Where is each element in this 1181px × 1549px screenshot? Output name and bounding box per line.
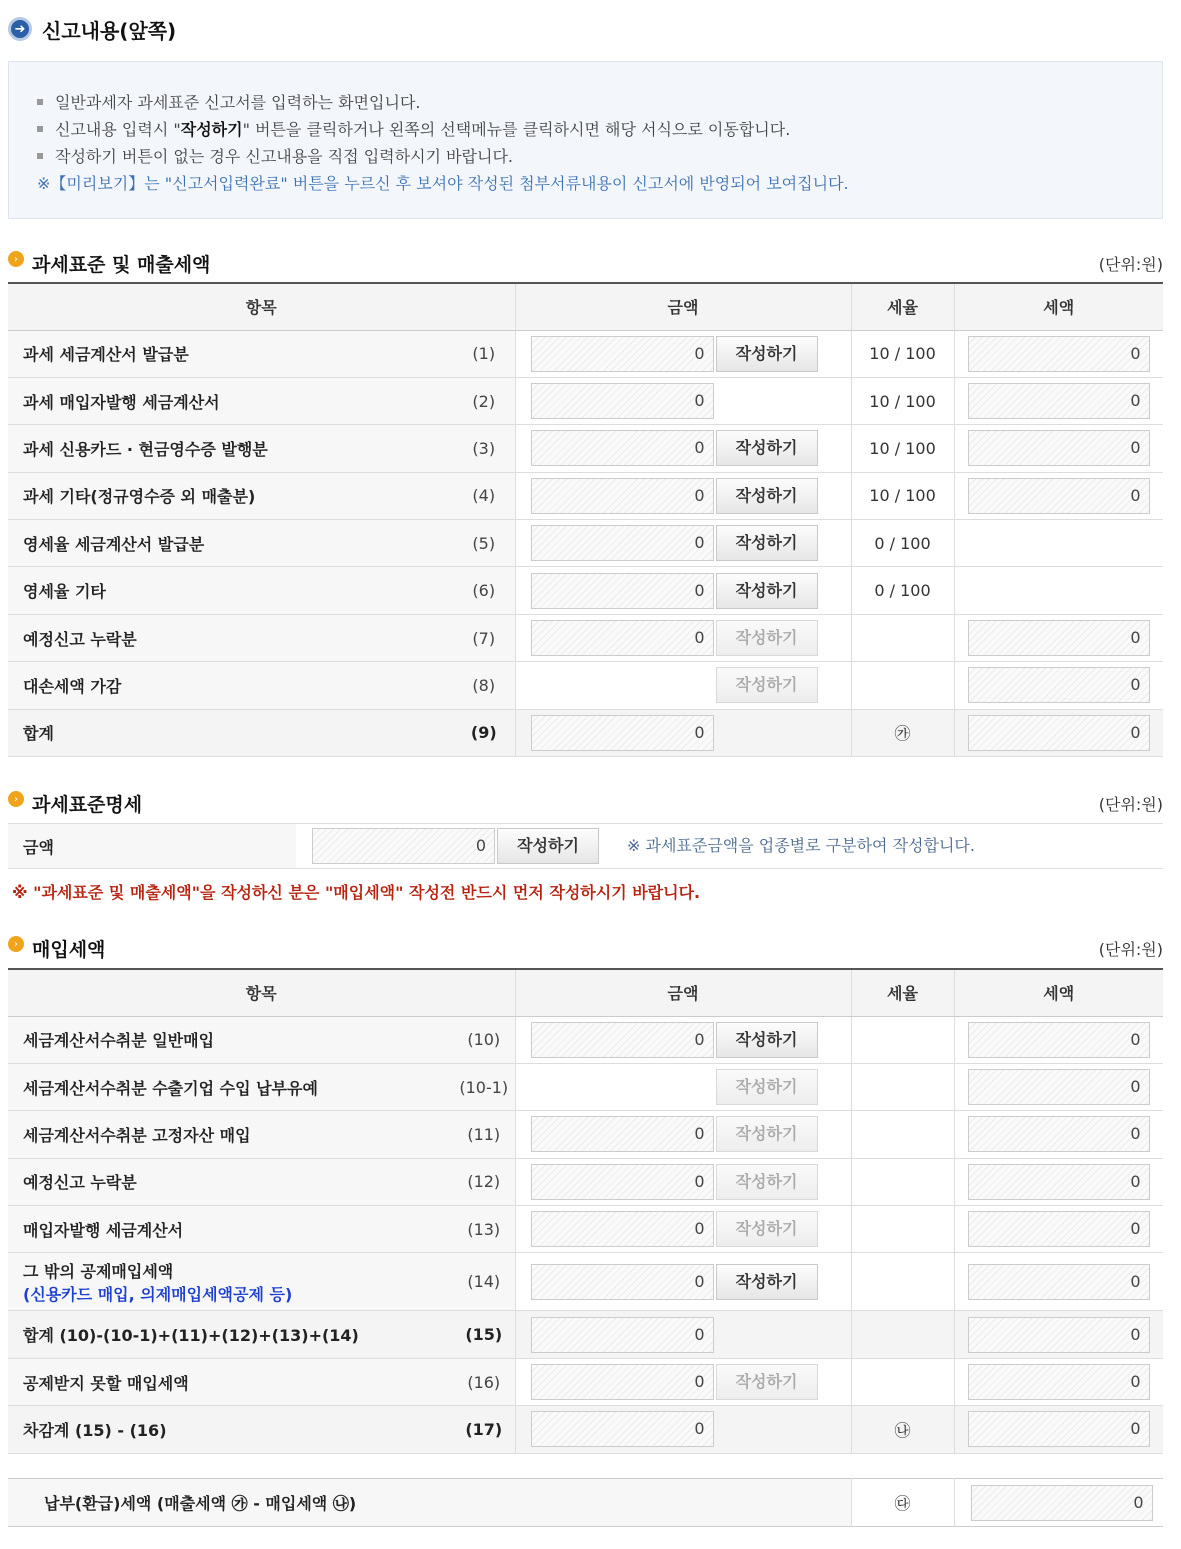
sales-tax-field[interactable]: 0: [968, 336, 1150, 372]
sales-row: [8, 472, 1163, 519]
sales-amount-field[interactable]: 0: [531, 620, 714, 656]
sales-tax-cell: [954, 567, 1163, 614]
sales-write-button[interactable]: 작성하기: [716, 667, 818, 703]
sales-amount-field[interactable]: 0: [531, 715, 714, 751]
purchase-row-label: 세금계산서수취분 수출기업 수입 납부유예: [8, 1063, 457, 1110]
purchase-amount-cell: [515, 1063, 851, 1110]
notice-line-2: 신고내용 입력시 " 작성하기 " 버튼을 클릭하거나 왼쪽의 선택메뉴를 클릭하시면 해당 서식으로 이동합니다.: [37, 115, 1162, 142]
sales-tax-cell: [954, 709, 1163, 756]
purchase-amount-field[interactable]: 0: [531, 1211, 714, 1247]
sales-amount-field[interactable]: 0: [531, 336, 714, 372]
purchase-amount-field[interactable]: 0: [531, 1364, 714, 1400]
purchase-row-label: 그 밖의 공제매입세액 (신용카드 매입, 의제매입세액공제 등): [8, 1253, 457, 1311]
purchase-rate: [851, 1358, 954, 1405]
purchase-row-number: (16): [457, 1358, 515, 1405]
sales-amount-cell: [515, 520, 851, 567]
purchase-tax-field[interactable]: 0: [968, 1317, 1150, 1353]
notice-preview-line: ※【미리보기】는 "신고서입력완료" 버튼을 누르신 후 보셔야 작성된 첨부서류내용이 신고서에 반영되어 보여집니다.: [37, 174, 849, 193]
purchase-tax-field[interactable]: 0: [968, 1069, 1150, 1105]
sales-rate: [851, 614, 954, 661]
purchase-rate: [851, 1311, 954, 1358]
sales-table-header: [8, 283, 1163, 330]
sales-rate: 10 / 100: [851, 330, 954, 377]
purchase-row-number: (13): [457, 1206, 515, 1253]
sales-rate: 0 / 100: [851, 520, 954, 567]
sales-rate: 10 / 100: [851, 425, 954, 472]
sales-tax-cell: [954, 520, 1163, 567]
purchase-row: [8, 1206, 1163, 1253]
purchase-write-button[interactable]: 작성하기: [716, 1164, 818, 1200]
sales-row-number: (9): [457, 709, 515, 756]
header-amount: 금액: [515, 283, 851, 330]
purchase-unit-label: (단위:원): [1098, 939, 1163, 959]
standard-note: ※ 과세표준금액을 업종별로 구분하여 작성합니다.: [627, 835, 975, 855]
purchase-rate: [851, 1158, 954, 1205]
sales-tax-cell: [954, 377, 1163, 424]
sales-unit-label: (단위:원): [1098, 254, 1163, 274]
purchase-tax-cell: [954, 1158, 1163, 1205]
standard-amount-label: 금액: [8, 824, 296, 869]
sales-row: [8, 614, 1163, 661]
purchase-tax-cell: [954, 1063, 1163, 1110]
payment-table: [8, 1478, 1163, 1527]
purchase-row: [8, 1111, 1163, 1158]
sales-row: [8, 377, 1163, 424]
sales-tax-field[interactable]: 0: [968, 715, 1150, 751]
sales-write-button[interactable]: 작성하기: [716, 525, 818, 561]
purchase-amount-cell: [515, 1358, 851, 1405]
sales-rate: ㉮: [851, 709, 954, 756]
header-amount: 금액: [515, 969, 851, 1016]
sales-tax-cell: [954, 614, 1163, 661]
standard-section-header: [8, 788, 1163, 818]
bullet-icon: [37, 99, 43, 105]
standard-write-button[interactable]: 작성하기: [497, 828, 599, 864]
sales-row-label: 대손세액 가감: [8, 662, 457, 709]
sales-row-label: 과세 세금계산서 발급분: [8, 330, 457, 377]
sales-tax-cell: [954, 472, 1163, 519]
sales-section-header: [8, 248, 1163, 278]
sales-amount-field[interactable]: 0: [531, 430, 714, 466]
standard-table: [8, 823, 1163, 869]
sales-row-number: (4): [457, 472, 515, 519]
header-rate: 세율: [851, 283, 954, 330]
purchase-rate: [851, 1253, 954, 1311]
bullet-icon: [37, 126, 43, 132]
sales-row-label: 영세율 기타: [8, 567, 457, 614]
notice-box: [8, 61, 1163, 219]
sales-row: [8, 567, 1163, 614]
purchase-row-label: 합계 (10)-(10-1)+(11)+(12)+(13)+(14): [8, 1311, 457, 1358]
header-tax: 세액: [954, 283, 1163, 330]
sales-row-number: (7): [457, 614, 515, 661]
purchase-row: [8, 1016, 1163, 1063]
sales-write-button[interactable]: 작성하기: [716, 478, 818, 514]
purchase-row-label: 차감계 (15) - (16): [8, 1406, 457, 1453]
arrow-right-icon: ➜: [8, 17, 32, 41]
purchase-section-title: 매입세액: [32, 938, 106, 961]
sales-rate: 10 / 100: [851, 377, 954, 424]
purchase-tax-field[interactable]: 0: [968, 1211, 1150, 1247]
header-rate: 세율: [851, 969, 954, 1016]
sales-row-number: (5): [457, 520, 515, 567]
standard-unit-label: (단위:원): [1098, 794, 1163, 814]
section-bullet-icon: ›: [8, 251, 24, 267]
sales-amount-field[interactable]: 0: [531, 383, 714, 419]
purchase-rate: [851, 1063, 954, 1110]
purchase-row: [8, 1063, 1163, 1110]
sales-row-number: (6): [457, 567, 515, 614]
purchase-row: [8, 1406, 1163, 1453]
page-title: [8, 14, 176, 44]
sales-amount-cell: [515, 472, 851, 519]
sales-rate: 0 / 100: [851, 567, 954, 614]
header-tax: 세액: [954, 969, 1163, 1016]
purchase-write-button[interactable]: 작성하기: [716, 1116, 818, 1152]
purchase-rate: [851, 1206, 954, 1253]
sales-amount-cell: [515, 567, 851, 614]
purchase-tax-field[interactable]: 0: [968, 1164, 1150, 1200]
payment-tax-field[interactable]: 0: [971, 1485, 1153, 1521]
purchase-row-number: (12): [457, 1158, 515, 1205]
sales-amount-cell: [515, 614, 851, 661]
sales-tax-cell: [954, 662, 1163, 709]
purchase-write-button[interactable]: 작성하기: [716, 1364, 818, 1400]
standard-amount-field[interactable]: 0: [312, 828, 495, 864]
sales-row: [8, 425, 1163, 472]
sales-amount-cell: [515, 377, 851, 424]
purchase-amount-cell: [515, 1406, 851, 1453]
sales-write-button[interactable]: 작성하기: [716, 336, 818, 372]
purchase-row-number: (10-1): [457, 1063, 515, 1110]
purchase-row: [8, 1311, 1163, 1358]
sales-row-label: 예정신고 누락분: [8, 614, 457, 661]
sales-tax-field[interactable]: 0: [968, 620, 1150, 656]
purchase-tax-cell: [954, 1206, 1163, 1253]
sales-section-title: 과세표준 및 매출세액: [32, 253, 211, 276]
purchase-write-button[interactable]: 작성하기: [716, 1022, 818, 1058]
purchase-table: [8, 968, 1163, 1454]
sales-amount-field[interactable]: 0: [531, 478, 714, 514]
bullet-icon: [37, 153, 43, 159]
purchase-amount-cell: [515, 1206, 851, 1253]
sales-row: [8, 330, 1163, 377]
purchase-tax-field[interactable]: 0: [968, 1116, 1150, 1152]
purchase-table-header: [8, 969, 1163, 1016]
purchase-tax-cell: [954, 1311, 1163, 1358]
sales-rate: 10 / 100: [851, 472, 954, 519]
purchase-amount-cell: [515, 1253, 851, 1311]
purchase-tax-field[interactable]: 0: [968, 1364, 1150, 1400]
purchase-rate: [851, 1111, 954, 1158]
purchase-row: [8, 1253, 1163, 1311]
purchase-row: [8, 1158, 1163, 1205]
sales-tax-field[interactable]: 0: [968, 667, 1150, 703]
purchase-row-label: 세금계산서수취분 일반매입: [8, 1016, 457, 1063]
purchase-row-number: (15): [457, 1311, 515, 1358]
purchase-amount-field[interactable]: 0: [531, 1022, 714, 1058]
purchase-amount-field[interactable]: 0: [531, 1164, 714, 1200]
purchase-tax-cell: [954, 1111, 1163, 1158]
purchase-row-sublabel: (신용카드 매입, 의제매입세액공제 등): [23, 1284, 293, 1304]
sales-row-label: 합계: [8, 709, 457, 756]
purchase-amount-field[interactable]: 0: [531, 1317, 714, 1353]
sales-row-label: 과세 매입자발행 세금계산서: [8, 377, 457, 424]
purchase-tax-cell: [954, 1016, 1163, 1063]
purchase-amount-field[interactable]: 0: [531, 1116, 714, 1152]
sales-row-label: 과세 기타(정규영수증 외 매출분): [8, 472, 457, 519]
sales-amount-cell: [515, 709, 851, 756]
purchase-row-number: (14): [457, 1253, 515, 1311]
sales-tax-field[interactable]: 0: [968, 430, 1150, 466]
sales-row-number: (2): [457, 377, 515, 424]
sales-row-number: (1): [457, 330, 515, 377]
page-title-text: 신고내용(앞쪽): [42, 18, 177, 43]
purchase-amount-cell: [515, 1111, 851, 1158]
purchase-amount-cell: [515, 1158, 851, 1205]
purchase-write-button[interactable]: 작성하기: [716, 1211, 818, 1247]
purchase-tax-cell: [954, 1253, 1163, 1311]
purchase-row-number: (17): [457, 1406, 515, 1453]
purchase-write-button[interactable]: 작성하기: [716, 1069, 818, 1105]
sales-amount-cell: [515, 330, 851, 377]
sales-row-number: (3): [457, 425, 515, 472]
purchase-amount-field[interactable]: 0: [531, 1411, 714, 1447]
notice-line-3: 작성하기 버튼이 없는 경우 신고내용을 직접 입력하시기 바랍니다.: [37, 142, 1162, 169]
purchase-tax-cell: [954, 1406, 1163, 1453]
sales-amount-field[interactable]: 0: [531, 525, 714, 561]
standard-amount-cell: [296, 824, 1163, 869]
sales-tax-field[interactable]: 0: [968, 478, 1150, 514]
payment-mark: ㉰: [851, 1479, 954, 1527]
payment-label: 납부(환급)세액 (매출세액 ㉮ - 매입세액 ㉯): [8, 1479, 851, 1527]
sales-row: [8, 520, 1163, 567]
sales-write-button[interactable]: 작성하기: [716, 620, 818, 656]
sales-amount-field[interactable]: 0: [531, 573, 714, 609]
purchase-tax-field[interactable]: 0: [968, 1022, 1150, 1058]
notice-line-1: 일반과세자 과세표준 신고서를 입력하는 화면입니다.: [37, 88, 1162, 115]
purchase-row-label: 예정신고 누락분: [8, 1158, 457, 1205]
sales-row: [8, 709, 1163, 756]
purchase-rate: ㉯: [851, 1406, 954, 1453]
sales-row: [8, 662, 1163, 709]
purchase-amount-field[interactable]: 0: [531, 1264, 714, 1300]
sales-table: [8, 282, 1163, 757]
sales-amount-cell: [515, 662, 851, 709]
purchase-row-label: 공제받지 못할 매입세액: [8, 1358, 457, 1405]
purchase-rate: [851, 1016, 954, 1063]
sales-amount-cell: [515, 425, 851, 472]
sales-rate: [851, 662, 954, 709]
section-bullet-icon: ›: [8, 936, 24, 952]
purchase-row-label: 매입자발행 세금계산서: [8, 1206, 457, 1253]
section-bullet-icon: ›: [8, 791, 24, 807]
header-item: 항목: [8, 283, 515, 330]
payment-tax-cell: [954, 1479, 1163, 1527]
purchase-row: [8, 1358, 1163, 1405]
purchase-tax-field[interactable]: 0: [968, 1411, 1150, 1447]
payment-row: [8, 1479, 1163, 1527]
sales-row-label: 영세율 세금계산서 발급분: [8, 520, 457, 567]
warning-text: ※ "과세표준 및 매출세액"을 작성하신 분은 "매입세액" 작성전 반드시 먼저 작성하시기 바랍니다.: [12, 883, 701, 902]
purchase-amount-cell: [515, 1311, 851, 1358]
purchase-tax-field[interactable]: 0: [968, 1264, 1150, 1300]
standard-row: [8, 824, 1163, 869]
sales-row-label: 과세 신용카드 · 현금영수증 발행분: [8, 425, 457, 472]
purchase-row-number: (11): [457, 1111, 515, 1158]
purchase-section-header: [8, 933, 1163, 963]
header-item: 항목: [8, 969, 515, 1016]
standard-section-title: 과세표준명세: [32, 793, 143, 816]
purchase-tax-cell: [954, 1358, 1163, 1405]
sales-tax-cell: [954, 425, 1163, 472]
sales-write-button[interactable]: 작성하기: [716, 573, 818, 609]
sales-write-button[interactable]: 작성하기: [716, 430, 818, 466]
purchase-row-number: (10): [457, 1016, 515, 1063]
sales-tax-field[interactable]: 0: [968, 383, 1150, 419]
sales-tax-cell: [954, 330, 1163, 377]
purchase-amount-cell: [515, 1016, 851, 1063]
purchase-write-button[interactable]: 작성하기: [716, 1264, 818, 1300]
sales-row-number: (8): [457, 662, 515, 709]
purchase-row-label: 세금계산서수취분 고정자산 매입: [8, 1111, 457, 1158]
